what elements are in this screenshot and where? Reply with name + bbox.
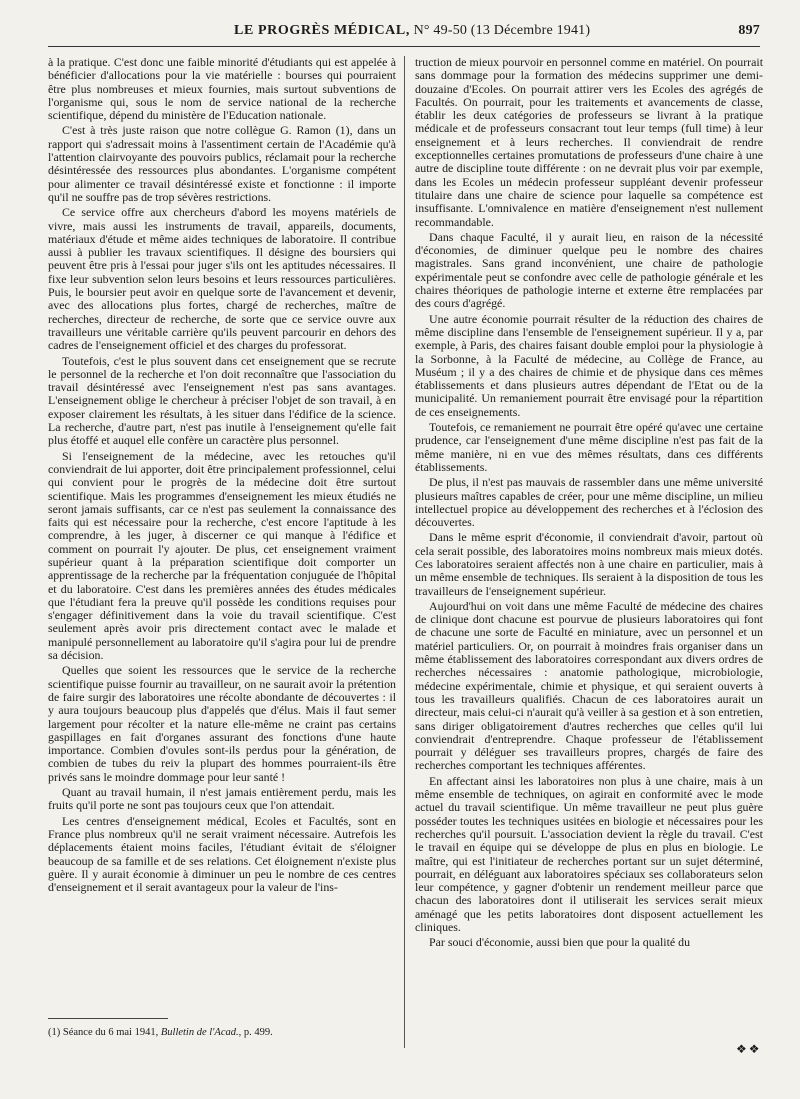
paragraph: En affectant ainsi les laboratoires non plus à une chaire, mais à un même ensemble de techniques, on agirait en conformité avec le mode actuel du travail scientifique. Un même travailleur ne peut plus guère posséder toutes les techniques usitées en biologie et nécessaires pour les recherches qu'il poursuit. L'association devient la règle du travail. C'est le travail en équipe qui se développe de plus en plus en biologie. Le maître, qui est l'initiateur de recherches portant sur un sujet déterminé, pourrait, en déléguant aux laboratoires spéciaux ses collaborateurs selon leur compétence, y gagner d'obtenir un rendement meilleur parce que chacun des laboratoires dont il utiliserait les services serait mieux aménagé que les petits laboratoires dont disposent actuellement les cliniques. — [415, 773, 763, 934]
paragraph: Si l'enseignement de la médecine, avec les retouches qu'il conviendrait de lui apporter, doit être principalement professionnel, celui qui convient pour le progrès de la médecine doit être surtout scientifique. Mais les programmes d'enseignement les mieux étudiés ne seront jamais suffisants, car ce n'est pas seulement la connaissance des faits qui est nécessaire pour la recherche, c'est encore l'aptitude à les comprendre, à les juger, à discerner ce qui manque à l'édifice et comment on pourrait l'y ajouter. De plus, cet enseignement vraiment supérieur quant à la préparation scientifique doit comporter un apprentissage de la recherche par la fréquentation conjuguée de l'hôpital et du laboratoire. C'est dans les premières années des études médicales que l'étudiant fera la preuve qu'il possède les conditions requises pour s'engager définitivement dans la voie du travail scientifique. C'est seulement après avoir pris directement contact avec le malade et manipulé personnellement au laboratoire qu'il s'agira pour lui de prendre sa décision. — [48, 448, 396, 663]
paragraph: Dans chaque Faculté, il y aurait lieu, en raison de la nécessité d'économies, de diminuer quelque peu le nombre des chaires magistrales. Sans grand inconvénient, une chaire de pathologie expérimentale peut se confondre avec celle de pathologie générale et les chaires théoriques de pathologie interne et externe être remplacées par des cours d'agrégé. — [415, 229, 763, 311]
footnote — [48, 1026, 396, 1039]
footnote-source: Bulletin de l'Acad. — [160, 1027, 239, 1038]
page-number: 897 — [738, 23, 760, 38]
footnote-page: , p. 499. — [238, 1027, 273, 1038]
paragraph: truction de mieux pourvoir en personnel comme en matériel. On pourrait sans dommage pour la formation des médecins supprimer une demi-douzaine d'Ecoles. On pourrait attirer vers les Ecoles des agrégés de Facultés. On pourrait, pour les traitements et avancements de classe, établir les deux catégories de professeurs se livrant à la pratique médicale et de professeurs consacrant tout leur temps (full time) à leur enseignement et à leurs recherches. Il conviendrait de rendre exceptionnelles certaines promutations de professeurs d'une chaire à une autre de discipline toute différente : on ne devrait plus voir par exemple, dans les Ecoles un médecin professeur suppléant devenir professeur titulaire dans une chaire de science pour laquelle sa compétence est insuffisante. L'omnivalence en matière d'enseignement n'est nullement recommandable. — [415, 55, 763, 229]
paragraph: Dans le même esprit d'économie, il conviendrait d'avoir, partout où cela serait possible, des laboratoires moins nombreux mais mieux dotés. Ces laboratoires seraient affectés non à une chaire en particulier, mais à un même ensemble de techniques. Ils seraient à la disposition de tous les travailleurs de l'enseignement supérieur. — [415, 530, 763, 598]
paragraph: Quant au travail humain, il n'est jamais entièrement perdu, mais les fruits qu'il porte ne sont pas toujours ceux que l'on attendait. — [48, 785, 396, 813]
paragraph: Toutefois, c'est le plus souvent dans cet enseignement que se recrute le personnel de la recherche et l'on doit reconnaître que l'association du travail désintéressé avec l'enseignement n'est pas sans avantages. L'enseignement oblige le chercheur à préciser l'objet de son travail, à en exposer clairement les résultats, à les situer dans l'édifice de la science. La recherche, d'autre part, n'est pas inutile à l'enseignement qu'elle fait plus étoffé et auquel elle confère un caractère plus personnel. — [48, 353, 396, 448]
paragraph: Ce service offre aux chercheurs d'abord les moyens matériels de vivre, mais aussi les instruments de travail, appareils, documents, matériaux d'étude et même aides techniques de laboratoire. Il contribue aussi à publier les travaux scientifiques. Il désigne des boursiers qui peuvent être pris à l'essai pour juger s'ils ont les aptitudes nécessaires. Il fixe leur subvention selon leurs besoins et leurs ressources particulières. Puis, le boursier peut avoir en quelque sorte de l'avancement et devenir, avec des allocations plus fortes, chargé de recherches, maître de recherches, directeur de recherche, de sorte que ce service ouvre aux travailleurs une véritable carrière qu'ils peuvent parcourir en dehors des cadres de l'enseignement officiel et des charges du professorat. — [48, 205, 396, 353]
paragraph: De plus, il n'est pas mauvais de rassembler dans une même université plusieurs maîtres capables de créer, pour une même discipline, un milieu intellectuel propice au développement des recherches et à l'éclosion des découvertes. — [415, 475, 763, 530]
right-column — [415, 56, 763, 1056]
left-column — [48, 56, 396, 894]
footnote-rule — [48, 1018, 168, 1019]
issue-info: N° 49-50 (13 Décembre 1941) — [413, 23, 591, 38]
paragraph: Par souci d'économie, aussi bien que pour la qualité du — [429, 935, 691, 950]
paragraph: Toutefois, ce remaniement ne pourrait être opéré qu'avec une certaine prudence, car l'enseignement d'une même discipline n'est pas fait de la même manière, ni en vue des mêmes résultats, dans ces différents établissements. — [415, 420, 763, 474]
paragraph: Les centres d'enseignement médical, Ecoles et Facultés, sont en France plus nombreux qu'il ne serait vraiment nécessaire. Autrefois les déplacements étaient moins faciles, l'étudiant évitait de s'éloigner beaucoup de sa famille et de ses relations. Cet éloignement n'existe plus guère. Il y aurait économie à diminuer un peu le nombre de ces centres d'enseignement et il serait avantageux pour la valeur de l'ins- — [48, 813, 396, 895]
paragraph: à la pratique. C'est donc une faible minorité d'étudiants qui est appelée à bénéficier d'allocations pour la vie matérielle : bourses qui pourraient être plus nombreuses et mieux fournies, mais surtout subventions de l'organisme qui, sous le nom de service national de la recherche scientifique, dépend du ministère de l'Education nationale. — [48, 55, 396, 123]
paragraph: Une autre économie pourrait résulter de la réduction des chaires de même discipline dans l'ensemble de l'enseignement supérieur. Il y a, par exemple, à Paris, des chaires faisant double emploi pour la physiologie à la Sorbonne, à la Faculté de médecine, au Collège de France, au Muséum ; il y a des chaires de chimie et de physique dans ces mêmes établissements et dans plusieurs autres dépendant de l'Etat ou de la municipalité. Un remaniement pourrait être envisagé pour la répartition de ces enseignements. — [415, 311, 763, 419]
end-ornament-icon: ❖❖ — [736, 1042, 762, 1056]
running-header — [48, 16, 760, 47]
paragraph: Aujourd'hui on voit dans une même Faculté de médecine des chaires de clinique dont chacune est pourvue de plusieurs laboratoires qui font de chacune une sorte de Faculté en miniature, avec un personnel et un matériel particuliers. Or, on pourrait à moindres frais organiser dans un même établissement des laboratoires correspondant aux divers ordres de recherches nécessaires : anatomie pathologique, microbiologie, médecine expérimentale, chimie et physique, et qui seraient ouverts à tous les travailleurs qualifiés. Chacun de ces laboratoires aurait un directeur, mais celui-ci n'aurait qu'à veiller à sa gestion et à son entretien, sans diriger obligatoirement d'autres recherches que celles qu'il lui conviendrait d'entreprendre. Chaque professeur de l'établissement pourrait y déléguer ses travailleurs propres, chargés de faire des recherches comportant les techniques afférentes. — [415, 598, 763, 773]
column-divider — [404, 56, 405, 1048]
journal-name: LE PROGRÈS MÉDICAL, — [234, 23, 410, 38]
paragraph: C'est à très juste raison que notre collègue G. Ramon (1), dans un rapport qui s'adressait moins à l'assentiment certain de l'Académie qu'à l'attention clairvoyante des pouvoirs publics, réclamait pour la recherche désintéressée des ressources plus abondantes. L'organisme compétent pour alimenter ce travail désintéressé existe et fonctionne : il importe qu'il ne souffre pas de trop sévères restrictions. — [48, 123, 396, 204]
footnote-text: (1) Séance du 6 mai 1941, — [48, 1027, 159, 1038]
paragraph: Quelles que soient les ressources que le service de la recherche scientifique puisse fournir au travailleur, on ne saurait avoir la prétention de faire surgir des laboratoires une récolte abondante de découvertes : il y aura toujours beaucoup plus d'appelés que d'élus. Mais il faut semer largement pour récolter et la nature elle-même ne craint pas certains gaspillages en fait d'organes assurant des fonctions d'une haute importance. Combien d'ovules sont-ils perdus pour la génération, de combien de tubes du reiv la plupart des hommes pourraient-ils être privés sans le moindre dommage pour leur santé ! — [48, 663, 396, 784]
header-title — [234, 18, 590, 44]
